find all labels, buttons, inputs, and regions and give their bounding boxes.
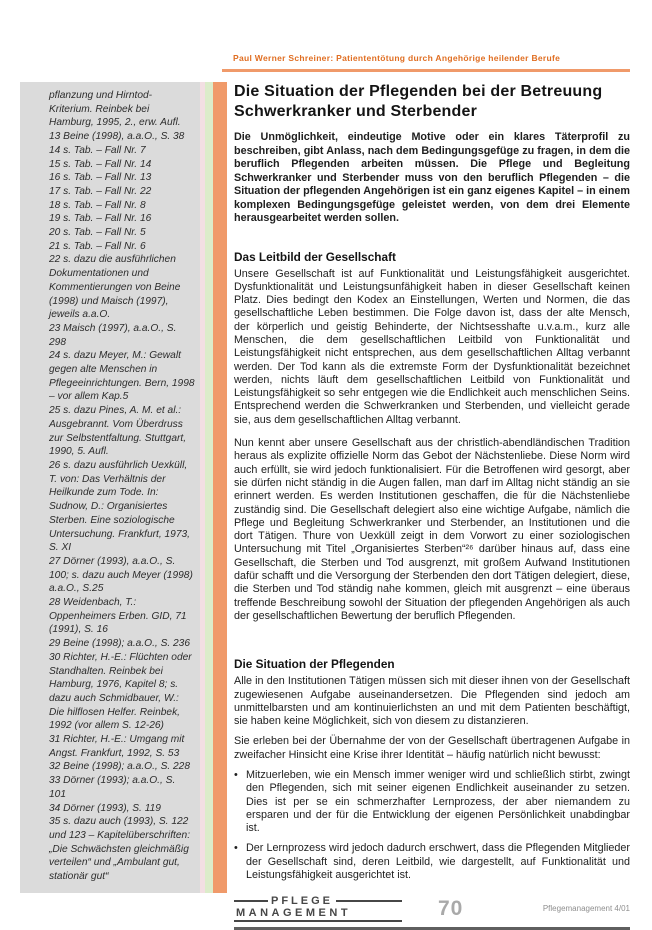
- bullet-item: [234, 842, 630, 882]
- footnote-item: 20 s. Tab. – Fall Nr. 5: [49, 227, 146, 239]
- footnote-item: 27 Dörner (1993), a.a.O., S. 100; s. dazu auch Meyer (1998) a.a.O., S.25: [49, 555, 193, 595]
- page-footer: [234, 889, 630, 930]
- intro-paragraph: Die Unmöglichkeit, eindeutige Motive oder ein klares Täterprofil zu beschreiben, gibt Anlass, nach dem Bedingungsgefüge zu fragen, in dem die beruflich Pflegenden arbeiten müssen. Die Pflege und Begleitung Schwerkranker und Sterbender muss von den beruflich Pflegenden – die Situation der pflegenden Angehörigen ist ein ganz eigenes Kapitel – in einem komplexen Bedingungsgefüge geleistet werden, von dem drei Elemente herausgearbeitet werden sollen.: [234, 131, 630, 224]
- logo-rule-right: [336, 900, 402, 902]
- footnote-item: 17 s. Tab. – Fall Nr. 22: [49, 185, 152, 197]
- footnote-item: 18 s. Tab. – Fall Nr. 8: [49, 199, 146, 211]
- body-paragraph: Nun kennt aber unsere Gesellschaft aus der christlich-abendländischen Tradition heraus als explizite offizielle Norm das Gebot der Nächstenliebe. Diese Norm wird auch erfüllt, sie wird jedoch funktionalisiert. Für die Betroffenen wird gesorgt, aber sie dürfen nicht ständig in die Augen fallen, man darf im Alltag nicht ständig an sie erinnert werden. Es werden Institutionen geschaffen, die für die Nächstenliebe zuständig sind. Die Gesellschaft delegiert also eine wichtige Aufgabe, nämlich die Pflege und Begleitung Schwerkranker und Sterbender, an Institutionen und die dort Tätigen. Thure von Uexküll zeigt in dem Vorwort zu einer soziologischen Untersuchung mit Titel „Organisiertes Sterben“²⁶ darüber hinaus auf, dass eine Gesellschaft, die Sterben und Tod ausgrenzt, mit großem Aufwand Institutionen dafür schafft und die Versorgung der Sterbenden den dort Tätigen delegiert, diese, die Sterben und Tod ständig nahe kommen, gleich mit ausgrenzt – eine überaus treffende Beschreibung sowohl der Situation der pflegenden Angehörigen als auch der gesellschaftlichen Bewertung der beruflich Pflegenden.: [234, 437, 630, 622]
- footnote-item: pflanzung und Hirntod-Kriterium. Reinbek bei Hamburg, 1995, 2., erw. Aufl.: [49, 90, 181, 129]
- logo-rule-left: [234, 900, 268, 902]
- footnote-item: 25 s. dazu Pines, A. M. et al.: Ausgebrannt. Vom Überdruss zur Selbstentfaltung. Stuttgart, 1990, 5. Aufl.: [49, 405, 187, 458]
- footnote-item: 30 Richter, H.-E.: Flüchten oder Standhalten. Reinbek bei Hamburg, 1976, Kapitel 8; s. dazu auch Schmidbauer, W.: Die hilflosen Helfer. Reinbek, 1992 (vor allem S. 12-26): [49, 651, 192, 732]
- body-paragraph: Alle in den Institutionen Tätigen müssen sich mit dieser ihnen von der Gesellschaft zugewiesenen Aufgabe auseinandersetzen. Die Pflegenden sind jedoch am unmittelbarsten und am kontinuierlichsten an und mit dem Patienten beschäftigt, sie haben keine Möglichkeit, sich von diesem zu distanzieren.: [234, 675, 630, 728]
- bullet-text: Mitzuerleben, wie ein Mensch immer weniger wird und schließlich stirbt, zwingt den Pflegenden, sich mit seiner eigenen Endlichkeit auseinander zu setzen. Dies ist per se ein schmerzhafter Lernprozess, der aber niemandem zu ersparen und der für die Entwicklung der eigenen Persönlichkeit unabdingbar ist.: [246, 769, 630, 835]
- footnote-item: 16 s. Tab. – Fall Nr. 13: [49, 172, 152, 184]
- bullet-marker: •: [234, 842, 238, 855]
- footnote-item: 26 s. dazu ausführlich Uexküll, T. von: Das Verhältnis der Heilkunde zum Tode. In: Sudnow, D.: Organisiertes Sterben. Eine soziologische Untersuchung. Frankfurt, 1973, S. XI: [49, 459, 191, 554]
- footnote-item: 31 Richter, H.-E.: Umgang mit Angst. Frankfurt, 1992, S. 53: [49, 734, 185, 759]
- logo-line-management: MANAGEMENT: [234, 907, 402, 922]
- bullet-item: [234, 769, 630, 835]
- footnote-item: 28 Weidenbach, T.: Oppenheimers Erben. GID, 71 (1991), S. 16: [49, 597, 187, 636]
- column-divider-bar: [213, 82, 227, 893]
- footnote-item: 13 Beine (1998), a.a.O., S. 38: [49, 131, 185, 143]
- footnote-item: 21 s. Tab. – Fall Nr. 6: [49, 240, 146, 252]
- footnote-item: 24 s. dazu Meyer, M.: Gewalt gegen alte Menschen in Pflegeeinrichtungen. Bern, 1998 – vor allem Kap.5: [49, 350, 195, 403]
- logo-line-pflege: PFLEGE: [271, 895, 334, 908]
- section-heading-leitbild: Das Leitbild der Gesellschaft: [234, 249, 396, 264]
- footnote-item: 15 s. Tab. – Fall Nr. 14: [49, 158, 152, 170]
- page-number: 70: [438, 896, 464, 920]
- footnote-item: 14 s. Tab. – Fall Nr. 7: [49, 144, 146, 156]
- footnote-item: 34 Dörner (1993), S. 119: [49, 802, 161, 814]
- footnote-item: 29 Beine (1998); a.a.O., S. 236: [49, 638, 191, 650]
- body-paragraph: Unsere Gesellschaft ist auf Funktionalität und Leistungsfähigkeit ausgerichtet. Dysfunktionalität und Leistungsunfähigkeit haben in dieser Gesellschaft keinen Platz. Dies bedingt den Kodex an Einstellungen, Werten und Normen, die das gesellschaftliche Leben bestimmen. Die Folge davon ist, dass der alte Mensch, der körperlich und geistig Behinderte, der Nichtsesshafte u.v.a.m., kurz alle Menschen, die dem gesellschaftlichen Leitbild von Funktionalität und Leistungsfähigkeit nicht entsprechen, aus dem gesellschaftlichen Alltag verbannt werden. Der Tod kann als die extremste Form der Dysfunktionalität bezeichnet werden, nichts läuft dem gesellschaftlichen Leitbild von Funktionalität und Leistungsfähigkeit so sehr entgegen wie die Endlichkeit auch menschlichen Seins. Entsprechend werden die Schwerkranken und Sterbenden, und vielleicht gerade sie, aus dem gesellschaftlichen Alltag verbannt.: [234, 267, 630, 426]
- main-column: [234, 80, 630, 920]
- footnote-item: 35 s. dazu auch (1993), S. 122 und 123 – Kapitelüberschriften: „Die Schwächsten gleichmäßig verteilen“ und „Ambulant gut, stationär gut“: [49, 816, 191, 883]
- footnotes-sidebar: [20, 82, 200, 893]
- section-heading-situation: Die Situation der Pflegenden: [234, 657, 395, 672]
- decorative-strip-green: [205, 82, 213, 893]
- running-head: Paul Werner Schreiner: Patiententötung durch Angehörige heilender Berufe: [233, 53, 561, 63]
- header-rule: [222, 69, 630, 72]
- journal-issue-label: Pflegemanagement 4/01: [542, 904, 630, 914]
- footnote-item: 23 Maisch (1997), a.a.O., S. 298: [49, 322, 177, 348]
- article-title: Die Situation der Pflegenden bei der Betreuung Schwerkranker und Sterbender: [234, 83, 603, 120]
- bullet-text: Der Lernprozess wird jedoch dadurch erschwert, dass die Pflegenden Mitglieder der Gesellschaft sind, deren Leitbild, wie dargestellt, auf Funktionalität und Leistungsfähigkeit ausgerichtet ist.: [246, 842, 630, 882]
- bullet-marker: •: [234, 769, 238, 781]
- footnote-item: 32 Beine (1998); a.a.O., S. 228: [49, 761, 191, 773]
- journal-logo: [234, 895, 402, 922]
- footnote-item: 19 s. Tab. – Fall Nr. 16: [49, 213, 152, 225]
- footnote-item: 22 s. dazu die ausführlichen Dokumentationen und Kommentierungen von Beine (1998) und Maisch (1997), jeweils a.a.O.: [49, 254, 181, 321]
- footnote-item: 33 Dörner (1993); a.a.O., S. 101: [49, 775, 176, 800]
- body-paragraph: Sie erleben bei der Übernahme der von der Gesellschaft übertragenen Aufgabe in zweifacher Hinsicht eine Krise ihrer Identität – häufig natürlich nicht bewusst:: [234, 735, 630, 761]
